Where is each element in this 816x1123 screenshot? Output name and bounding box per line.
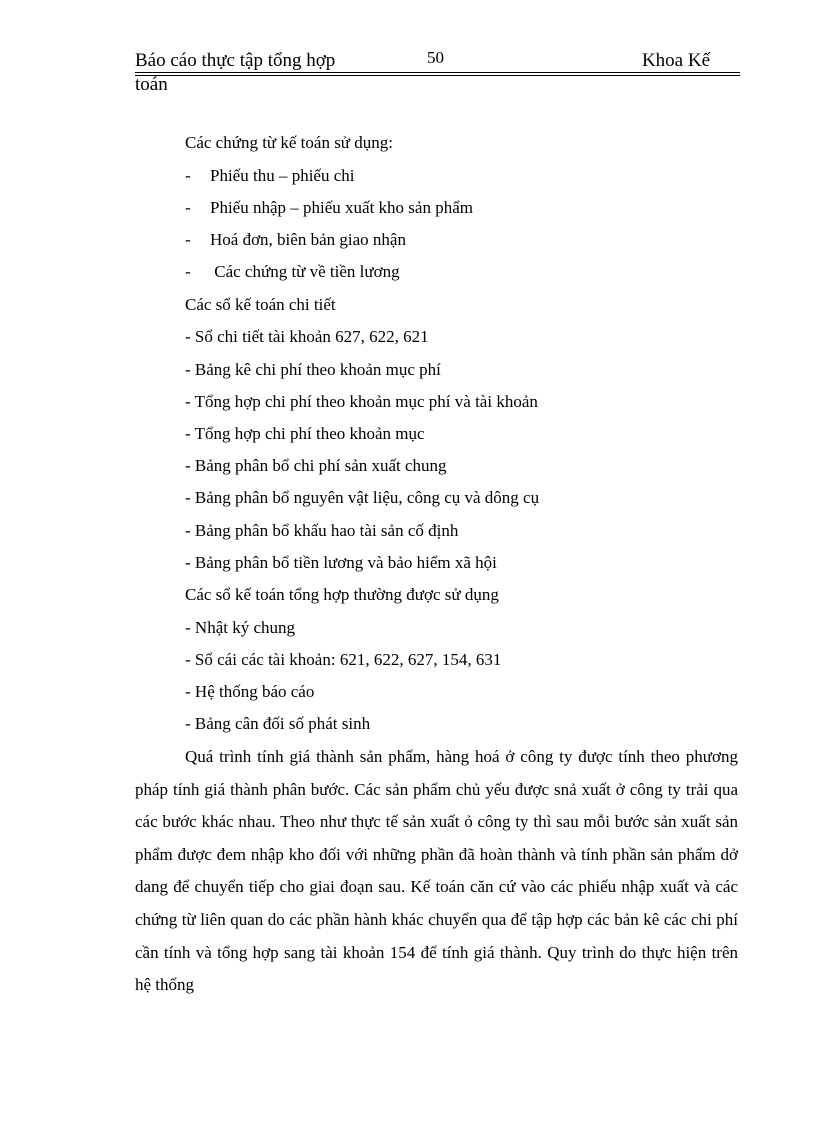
list-item [185, 261, 400, 283]
list-item [185, 165, 354, 187]
list-item: - Bảng phân bổ tiền lương và bảo hiểm xã hội [185, 553, 497, 572]
list-item: - Bảng phân bổ khấu hao tài sản cố định [185, 521, 459, 540]
list-item [185, 229, 406, 251]
header-rule [135, 72, 740, 73]
list-item-text: Phiếu thu – phiếu chi [210, 166, 355, 185]
list-item: - Nhật ký chung [185, 618, 296, 637]
list-item: - Bảng phân bổ chi phí sản xuất chung [185, 456, 447, 475]
body-paragraph: Quá trình tính giá thành sản phẩm, hàng hoá ở công ty được tính theo phương pháp tính giá thành phân bước. Các sản phẩm chủ yếu được snả xuất ở công ty trải qua các bước khác nhau. Theo như thực tế sản xuất ỏ công ty thì sau mỗi bước sản xuất sản phẩm được đem nhập kho đối với những phần đã hoàn thành và tính phần sản phẩm dở dang để chuyển tiếp cho giai đoạn sau. Kế toán căn cứ vào các phiếu nhập xuất và các chứng từ liên quan do các phần hành khác chuyển qua để tập hợp các bản kê các chi phí cần tính và tổng hợp sang tài khoản 154 để tính giá thành. Quy trình do thực hiện trên hệ thống [135, 747, 738, 995]
list-item: - Bảng kê chi phí theo khoản mục phí [185, 360, 441, 379]
dash-marker: - [185, 262, 191, 281]
list-item: - Sổ chi tiết tài khoản 627, 622, 621 [185, 327, 429, 346]
section-heading: Các sổ kế toán tổng hợp thường được sử dụng [185, 585, 499, 604]
page-number: 50 [427, 48, 444, 67]
list-item [185, 197, 473, 219]
header-title: Báo cáo thực tập tổng hợp [135, 50, 336, 71]
list-item-text: Các chứng từ về tiền lương [210, 262, 400, 281]
header-department: Khoa Kế [641, 50, 710, 71]
list-item: - Bảng cân đối số phát sinh [185, 714, 371, 733]
header-department-wrap: toán [135, 74, 168, 95]
header-rule-double [135, 75, 740, 76]
list-item: - Bảng phân bổ nguyên vật liệu, công cụ và dông cụ [185, 488, 540, 507]
section-heading: Các chứng từ kế toán sử dụng: [185, 133, 393, 152]
dash-marker: - [185, 166, 191, 185]
list-item: - Tổng hợp chi phí theo khoản mục phí và tài khoản [185, 392, 538, 411]
list-item: - Tổng hợp chi phí theo khoản mục [185, 424, 425, 443]
page-header [135, 50, 740, 74]
list-item-text: Hoá đơn, biên bản giao nhận [210, 230, 406, 249]
section-heading: Các sổ kế toán chi tiết [185, 295, 336, 314]
list-item: - Sổ cái các tài khoản: 621, 622, 627, 154, 631 [185, 650, 502, 669]
list-item-text: Phiếu nhập – phiếu xuất kho sản phẩm [210, 198, 473, 217]
dash-marker: - [185, 198, 191, 217]
list-item: - Hệ thống báo cáo [185, 682, 315, 701]
dash-marker: - [185, 230, 191, 249]
